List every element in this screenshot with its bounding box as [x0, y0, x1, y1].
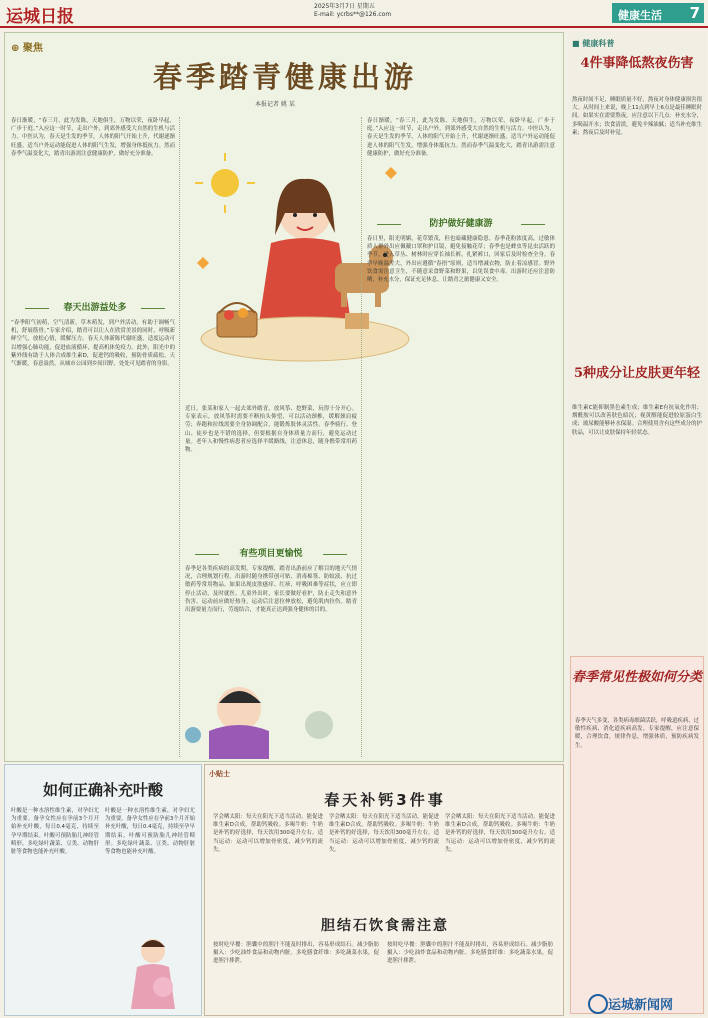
folic-acid-article	[4, 764, 202, 1016]
watermark-logo-icon	[588, 994, 608, 1014]
late-night-headline: 4件事降低熬夜伤害	[580, 56, 694, 71]
masthead	[0, 0, 708, 28]
watermark: 运城新闻网	[608, 998, 674, 1013]
pregnant-woman-illustration	[113, 933, 193, 1009]
spring-disease-box	[570, 656, 704, 1014]
calcium-text-3: 学会晒太阳：每天在阳光下适当活动，能促进维生素D合成，帮助钙吸收。多喝牛奶：牛奶是补钙的好选择，每天饮用300毫升左右。适当运动：运动可以增加骨密度，减少钙的流失。	[445, 814, 555, 853]
sneezing-person-illustration	[179, 669, 359, 759]
calcium-headline: 春天补钙3件事	[324, 791, 446, 809]
square-icon: ■	[572, 39, 580, 48]
issue-info	[314, 3, 391, 19]
subhead-activities: 有些项目更愉悦	[185, 547, 357, 561]
spring-disease-text: 春季天气多变，各类病毒细菌活跃，呼吸道疾病、过敏性疾病、消化道疾病高发。专家提醒，应注意保暖，合理饮食，规律作息，增强体质，预防疾病发生。	[575, 718, 699, 749]
tips-label: 小贴士	[209, 770, 230, 778]
tips-section	[204, 764, 564, 1016]
gallstone-headline: 胆结石饮食需注意	[321, 918, 449, 934]
article-byline: 本报记者 姚 某	[255, 101, 295, 108]
skin-headline: 5种成分让皮肤更年轻	[573, 366, 701, 381]
section-banner	[612, 3, 704, 23]
article-intro: 春日渐暖，“春三月，此为发陈，天地俱生，万物以荣，夜卧早起，广步于庭。”入应这一时节，走出户外，到郊外感受大自然的生机与活力。中医认为，春天是生发的季节，人体的阳气开始上升，代谢逐渐旺盛。适当户外运动能促进人体的阳气生发，增强身体抵抗力。然而春季气温变化大，踏青出游需注意健康防护，做好充分准备。	[11, 118, 175, 157]
calcium-text-2: 学会晒太阳：每天在阳光下适当活动，能促进维生素D合成，帮助钙吸收。多喝牛奶：牛奶是补钙的好选择，每天饮用300毫升左右。适当运动：运动可以增加骨密度，减少钙的流失。	[329, 814, 439, 853]
skin-text: 维生素C能抑制黑色素生成；维生素E有抗氧化作用；烟酰胺可以改善肤色暗沉；视黄醇能促进胶原蛋白生成；玻尿酸能够补水保湿。合理使用含有这些成分的护肤品，可以让皮肤保持年轻状态。	[572, 405, 702, 436]
calcium-text: 学会晒太阳：每天在阳光下适当活动，能促进维生素D合成，帮助钙吸收。多喝牛奶：牛奶是补钙的好选择，每天饮用300毫升左右。适当运动：运动可以增加骨密度，减少钙的流失。	[213, 814, 323, 853]
gallstone-text: 按时吃早餐：胆囊中的胆汁不能及时排出，容易形成结石。减少脂肪摄入：少吃油炸食品和动物内脏。多吃膳食纤维：多吃蔬菜水果，促进胆汁排泄。	[213, 942, 379, 965]
science-tag: ■ 健康科普	[572, 39, 615, 48]
gallstone-text-2: 按时吃早餐：胆囊中的胆汁不能及时排出，容易形成结石。减少脂肪摄入：少吃油炸食品和动物内脏。多吃膳食纤维：多吃蔬菜水果，促进胆汁排泄。	[387, 942, 553, 965]
protection-intro: 春日渐暖，“春三月，此为发陈，天地俱生，万物以荣，夜卧早起，广步于庭。”入应这一时节，走出户外，到郊外感受大自然的生机与活力。中医认为，春天是生发的季节，人体的阳气开始上升，代谢逐渐旺盛。适当户外运动能促进人体的阳气生发，增强身体抵抗力。然而春季气温变化大，踏青出游需注意健康防护，做好充分准备。	[367, 118, 555, 157]
late-night-text: 熬夜时间不足，睡眠质量不好，熬夜对身体健康损害很大。从时间上来说，晚上11点到早上6点是最佳睡眠时间。如果实在需要熬夜，应注意以下几点：补充水分，多喝温开水；饮食清淡，避免辛辣油腻；适当补充维生素；熬夜后及时补觉。	[572, 97, 702, 136]
magnifier-icon: ⊕	[11, 43, 20, 54]
section-title: 健康生活	[618, 9, 662, 22]
article-title: 春季踏青健康出游	[152, 60, 417, 94]
spring-disease-headline: 春季常见性极如何分类	[571, 670, 702, 685]
focus-label: ⊕ 聚焦	[11, 43, 43, 54]
right-column	[568, 32, 706, 1016]
activities-text: 春季是各类疾病的高发期，专家提醒，踏青出游前应了解目的地天气情况，合理规划行程。出游时随身携带创可贴、消毒棉签、防蚊液、抗过敏药等常用物品。如果出现皮肤瘙痒、红疹、呼吸困难等症状，应立即停止活动，及时就医。儿童外出时，家长要做好看护，防止走失和意外伤害。运动前应做好热身，运动后注意拉伸放松，避免肌肉拉伤。踏青出游要量力而行，劳逸结合，才能真正达到强身健体的目的。	[185, 566, 357, 614]
folic-acid-text-2: 叶酸是一种水溶性维生素，对孕妇尤为重要。备孕女性应在孕前3个月开始补充叶酸，每日0.4毫克，持续至孕早期结束。叶酸可预防胎儿神经管畸形。多吃绿叶蔬菜、豆类、动物肝脏等食物也能补充叶酸。	[105, 808, 195, 856]
protection-text: 春日里，阳光明媚，花草繁茂，但也暗藏健康隐患。春季花粉浓度高，过敏体质人群外出应佩戴口罩和护目镜，避免接触花草；春季也是蜱虫等昆虫活跃的季节，进入草丛、树林时应穿长袖长裤，扎紧裤口，回家后及时检查全身。春季早晚温差大，外出应遵循“春捂”原则，适当增减衣物，防止着凉感冒。野外饮食需注意卫生，不随意采食野菜和野果，以免误食中毒。出游时还应注意防晒，补充水分，保证充足休息，让踏青之旅健康又安全。	[367, 236, 555, 284]
subhead-benefits: 春天出游益处多	[15, 301, 175, 315]
benefits-text: “春季阳气初萌，空气清新，草木萌发，到户外活动，有助于调畅气机，舒展筋骨。”专家介绍，踏青可以让人在欣赏美景的同时，呼吸新鲜空气，放松心情，缓解压力。春天人体新陈代谢旺盛，适度运动可以增强心肺功能，促进血液循环，提高机体免疫力。此外，阳光中的紫外线有助于人体合成维生素D，促进钙的吸收，预防骨质疏松。天气渐暖，春意盎然，从城市公园到乡间田野，处处可见踏青的身影。	[11, 320, 175, 368]
subhead-protection: 防护做好健康游	[367, 217, 555, 231]
newspaper-logo: 运城日报	[6, 7, 74, 27]
issue-date: 2025年3月7日 星期五	[314, 3, 375, 10]
activities-intro: 近日，张某和家人一起去郊外踏青，放风筝、挖野菜，玩得十分开心。专家表示，放风筝时需要不断抬头仰望，可以活动颈椎，缓解颈肩疲劳；奔跑和拉线需要全身协调配合，能锻炼肢体灵活性。春季骑行、登山、徒步也是不错的选择，但要根据自身体质量力而行，避免运动过量。老年人和慢性病患者应选择平缓路线，注意休息，随身携带常用药物。	[185, 406, 357, 454]
folic-acid-headline: 如何正确补充叶酸	[42, 781, 163, 799]
folic-acid-text: 叶酸是一种水溶性维生素，对孕妇尤为重要。备孕女性应在孕前3个月开始补充叶酸，每日0.4毫克，持续至孕早期结束。叶酸可预防胎儿神经管畸形。多吃绿叶蔬菜、豆类、动物肝脏等食物也能补充叶酸。	[11, 808, 99, 856]
page-number: 7	[689, 4, 700, 22]
main-article	[4, 32, 564, 762]
issue-email: E-mail: ycrbs**@126.com	[314, 11, 392, 18]
